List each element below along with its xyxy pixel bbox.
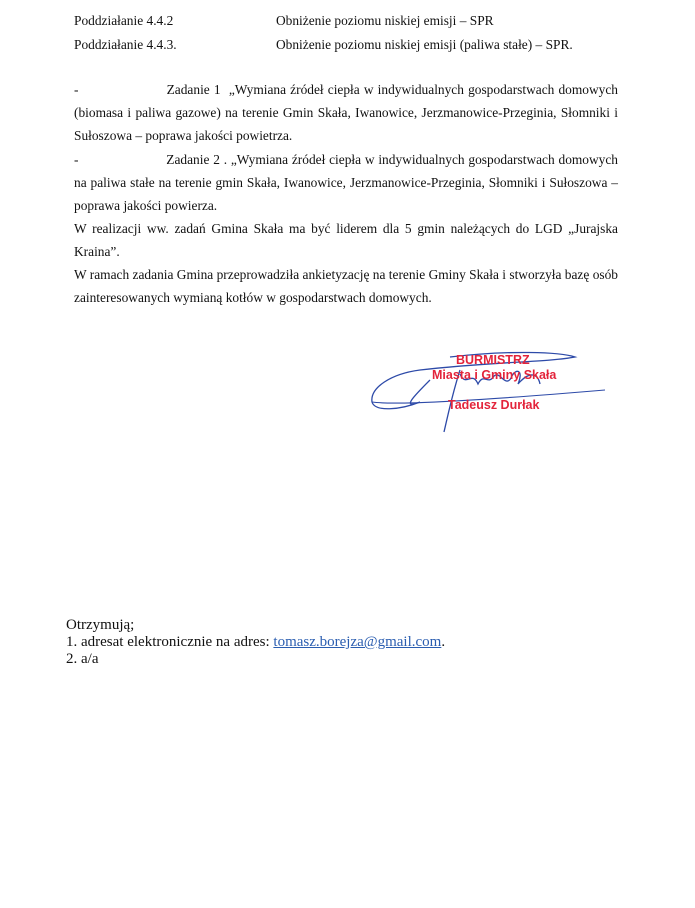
subaction-row-1 (74, 13, 494, 29)
subaction-row-2 (74, 37, 573, 53)
subaction-code: Poddziałanie 4.4.2 (74, 13, 174, 28)
task-1 (74, 78, 618, 147)
recipient-2: 2. a/a (66, 651, 99, 667)
subaction-title: Obniżenie poziomu niskiej emisji (paliwa stałe) – SPR. (276, 37, 573, 52)
task-text: „Wymiana źródeł ciepła w indywidualnych gospodarstwach domowych na paliwa stałe na terenie gmin Skała, Iwanowice, Jerzmanowice-Przeginia, Słomniki i Sułoszowa – poprawa jakości powierza. (74, 152, 618, 213)
stamp-office: Miasta i Gminy Skała (432, 368, 557, 382)
task-dash: - (74, 82, 79, 97)
recipients-heading: Otrzymują; (66, 617, 135, 633)
paragraph-leader: W realizacji ww. zadań Gmina Skała ma być liderem dla 5 gmin należących do LGD „Jurajska Kraina”. (74, 221, 618, 259)
task-label: Zadanie 2 . (166, 152, 228, 167)
task-2 (74, 148, 618, 217)
recipient-1-prefix: 1. adresat elektronicznie na adres: (66, 634, 274, 650)
stamp-title: BURMISTRZ (456, 353, 530, 367)
task-text: „Wymiana źródeł ciepła w indywidualnych gospodarstwach domowych (biomasa i paliwa gazowe) na terenie Gmin Skała, Iwanowice, Jerzmanowice-Przeginia, Słomniki i Sułoszowa – poprawa jakości powietrza. (74, 82, 618, 143)
recipient-1 (66, 634, 445, 651)
email-link[interactable]: tomasz.borejza@gmail.com (273, 634, 442, 650)
subaction-title: Obniżenie poziomu niskiej emisji – SPR (276, 13, 494, 28)
paragraph-survey: W ramach zadania Gmina przeprowadziła ankietyzację na terenie Gminy Skała i stworzyła bazę osób zainteresowanych wymianą kotłów w gospodarstwach domowych. (74, 267, 618, 305)
subaction-code: Poddziałanie 4.4.3. (74, 37, 177, 52)
stamp-name: Tadeusz Durłak (448, 398, 540, 412)
recipient-1-suffix: . (441, 634, 446, 650)
task-label: Zadanie 1 (166, 82, 221, 97)
task-dash: - (74, 152, 79, 167)
